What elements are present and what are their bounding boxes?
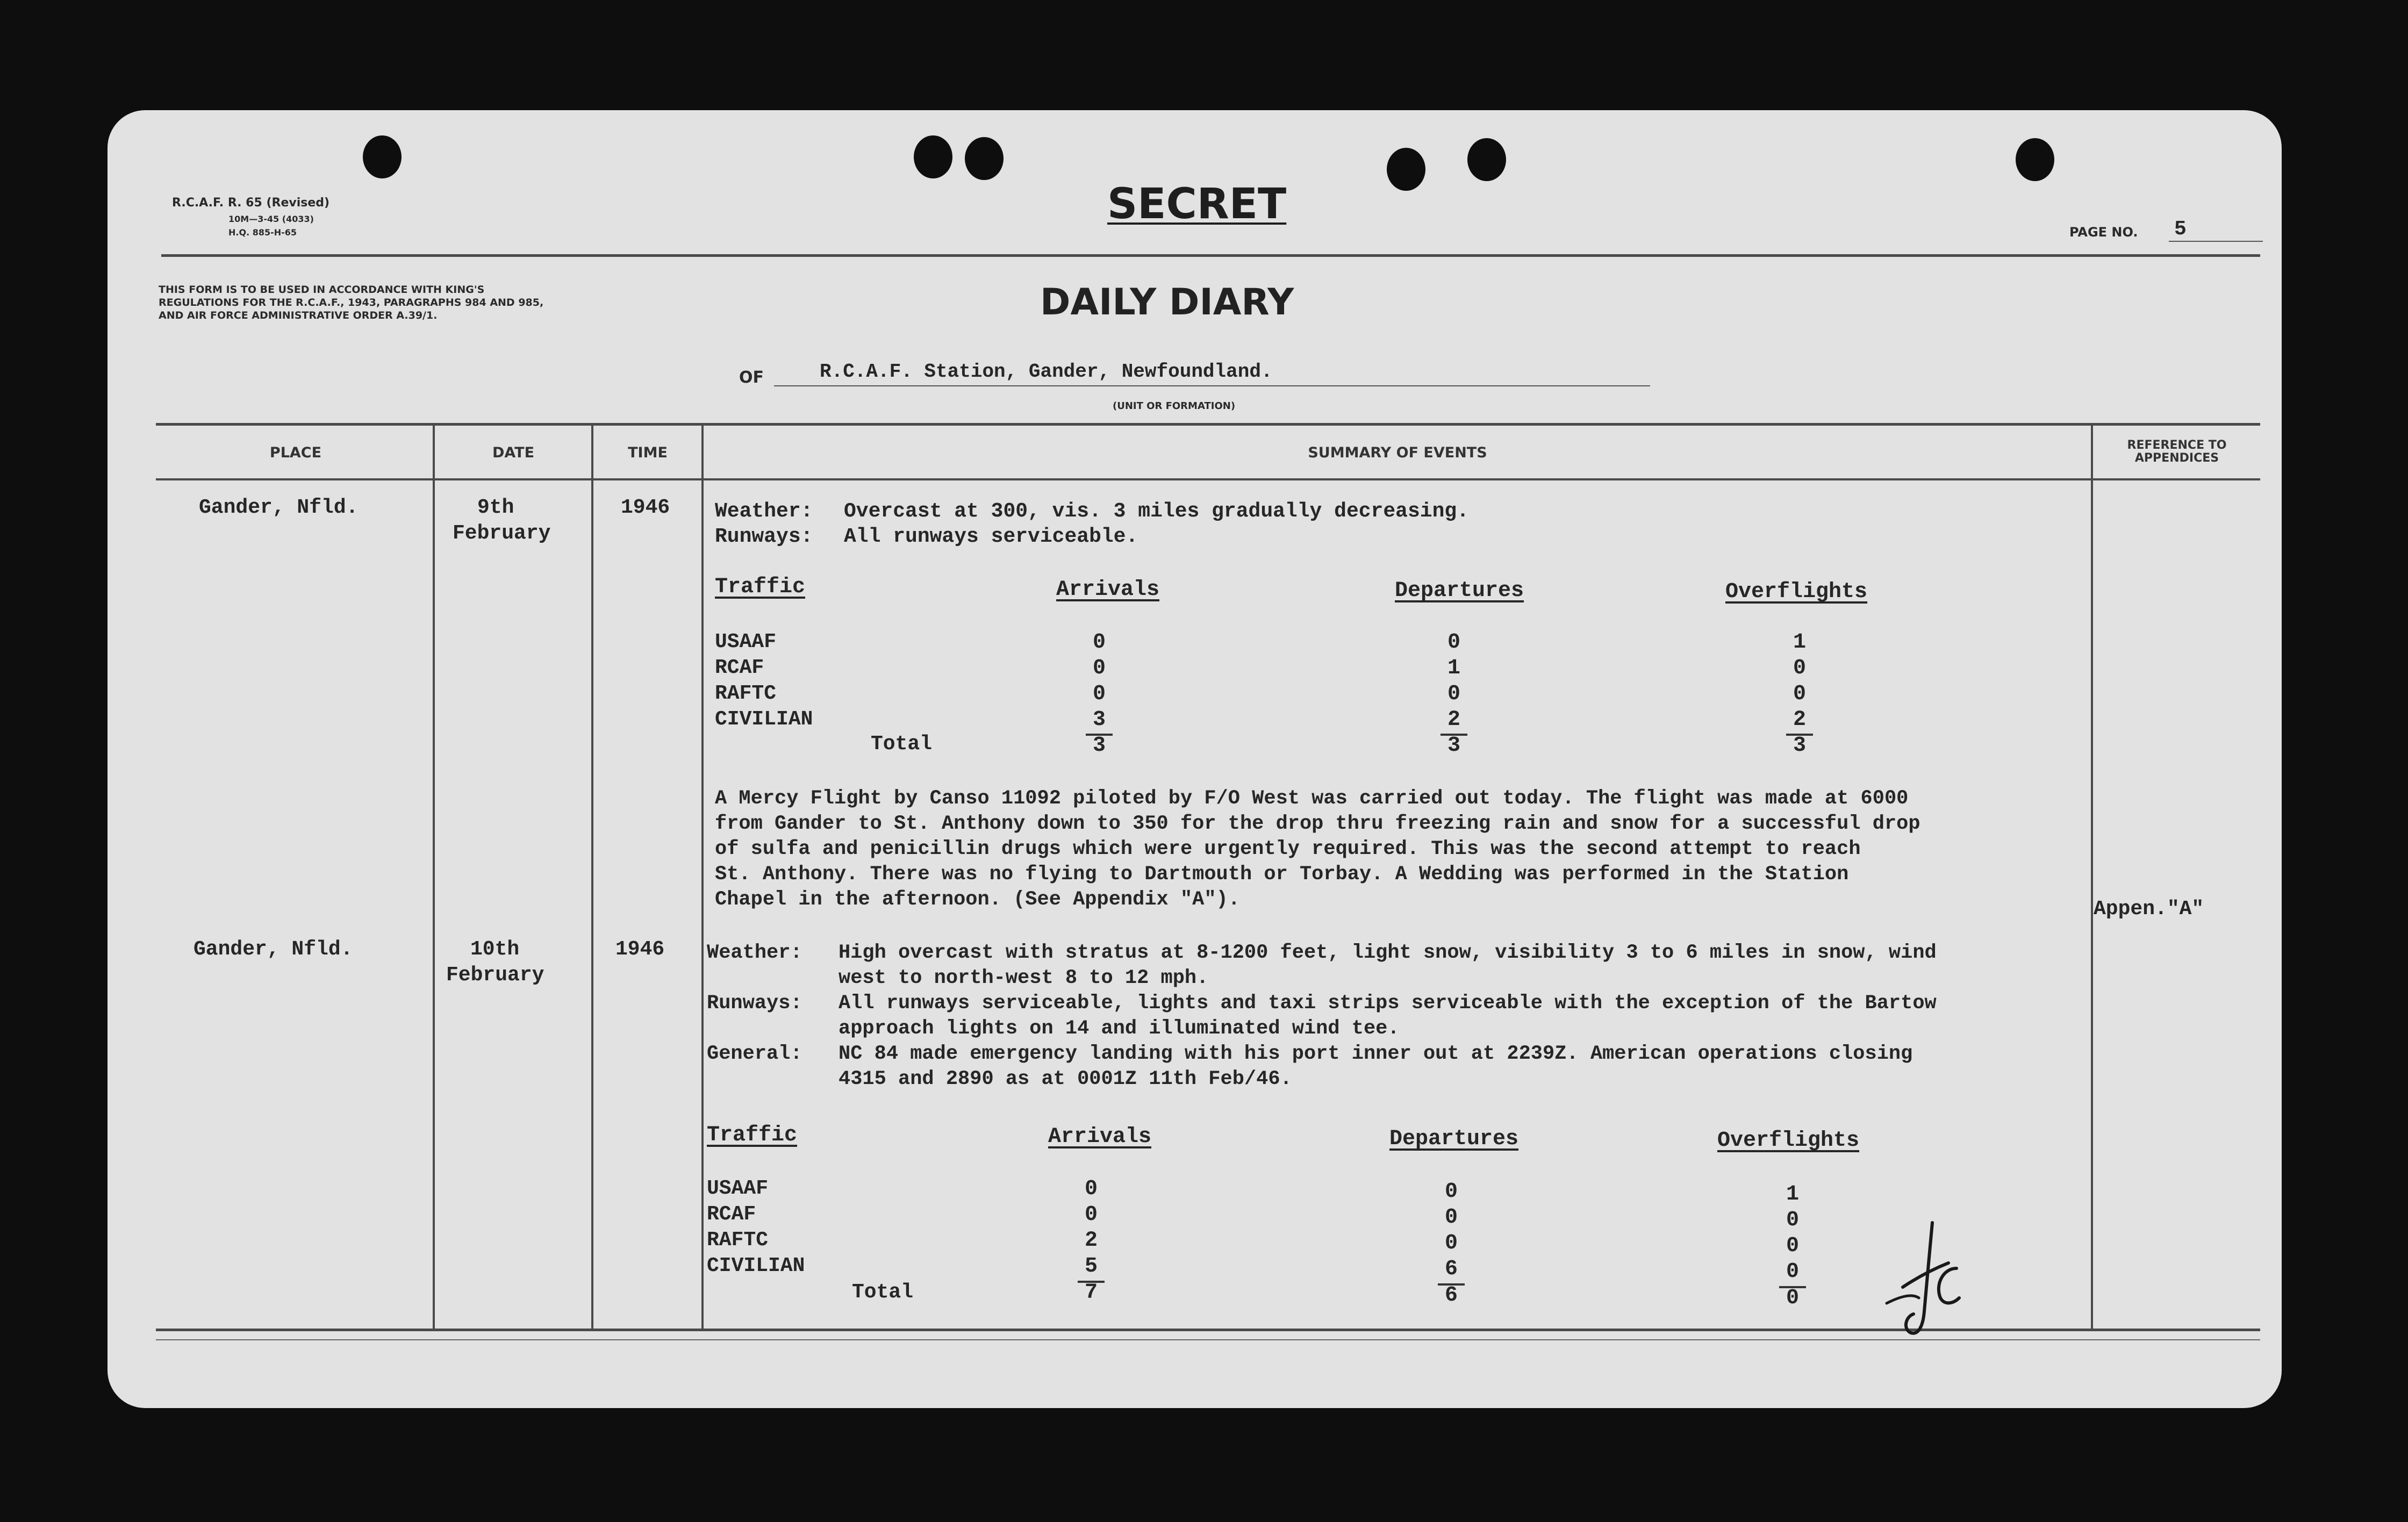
header-rule	[161, 254, 2260, 257]
departures-value: 0	[1444, 1180, 1458, 1204]
weather-label: Weather:	[707, 942, 802, 964]
overflights-value: 1	[1786, 1182, 1799, 1207]
narrative-line: from Gander to St. Anthony down to 350 for the drop thru freezing rain and snow for a successful drop	[715, 813, 1920, 835]
arrivals-value: 3	[1092, 708, 1106, 732]
overflights-total: 3	[1793, 734, 1806, 758]
overflights-value: 0	[1786, 1208, 1799, 1232]
departures-value: 2	[1447, 708, 1460, 732]
handwritten-initials	[1881, 1217, 1967, 1346]
overflights-header: Overflights	[1725, 580, 1868, 604]
runways-text: All runways serviceable.	[844, 525, 1138, 548]
of-label: OF	[739, 368, 764, 387]
arrivals-value: 0	[1092, 656, 1106, 680]
entry-date-day: 10th	[470, 938, 520, 961]
runways-label: Runways:	[715, 525, 813, 548]
arrivals-header: Arrivals	[1056, 578, 1160, 602]
general-label: General:	[707, 1043, 802, 1065]
traffic-row-name: CIVILIAN	[707, 1254, 805, 1277]
departures-value: 0	[1444, 1205, 1458, 1230]
arrivals-header: Arrivals	[1048, 1125, 1152, 1149]
punch-hole	[1467, 138, 1506, 181]
page-number-underline	[2169, 241, 2263, 242]
column-header-time: TIME	[628, 444, 668, 461]
departures-value: 1	[1447, 656, 1460, 680]
traffic-row-name: USAAF	[715, 630, 777, 654]
total-label: Total	[852, 1281, 914, 1304]
arrivals-value: 2	[1084, 1229, 1098, 1253]
weather-text: High overcast with stratus at 8-1200 feet, light snow, visibility 3 to 6 miles in snow, wind	[838, 942, 1937, 964]
runways-text: All runways serviceable, lights and taxi strips serviceable with the exception of the Bartow	[838, 992, 1937, 1015]
print-code: 10M—3-45 (4033)	[228, 214, 314, 224]
arrivals-value: 0	[1084, 1177, 1098, 1201]
overflights-value: 0	[1793, 656, 1806, 680]
departures-value: 6	[1444, 1257, 1458, 1281]
departures-header: Departures	[1395, 579, 1524, 603]
column-divider	[591, 423, 593, 1331]
page-number: 5	[2174, 218, 2187, 241]
overflights-value: 0	[1793, 682, 1806, 706]
overflights-value: 0	[1786, 1234, 1799, 1258]
entry-place: Gander, Nfld.	[199, 496, 359, 519]
runways-label: Runways:	[707, 992, 802, 1015]
departures-total: 6	[1444, 1283, 1458, 1308]
narrative-line: A Mercy Flight by Canso 11092 piloted by F/O West was carried out today. The flight was made at 6000	[715, 787, 1909, 810]
departures-total: 3	[1447, 734, 1460, 758]
entry-date-month: February	[453, 522, 551, 545]
weather-text: west to north-west 8 to 12 mph.	[838, 967, 1209, 989]
entry-date-month: February	[446, 964, 544, 987]
total-label: Total	[871, 733, 933, 756]
arrivals-total: 3	[1092, 734, 1106, 758]
traffic-header: Traffic	[707, 1123, 798, 1147]
punch-hole	[1387, 148, 1425, 191]
column-header-summary: SUMMARY OF EVENTS	[1308, 444, 1487, 461]
traffic-row-name: RCAF	[707, 1203, 756, 1226]
appendix-reference: Appen."A"	[2094, 898, 2204, 921]
form-instructions: THIS FORM IS TO BE USED IN ACCORDANCE WITH KING'S REGULATIONS FOR THE R.C.A.F., 1943, PARAGRAPHS 984 AND 985, AND AIR FORCE ADMINISTRATIVE ORDER A.39/1.	[159, 284, 544, 321]
runways-text: approach lights on 14 and illuminated wind tee.	[838, 1017, 1400, 1040]
column-header-place: PLACE	[269, 444, 322, 461]
weather-text: Overcast at 300, vis. 3 miles gradually decreasing.	[844, 500, 1469, 523]
hq-reference: H.Q. 885-H-65	[228, 227, 297, 238]
narrative-line: of sulfa and penicillin drugs which were urgently required. This was the second attempt to reach	[715, 838, 1861, 860]
classification-stamp: SECRET	[1107, 180, 1287, 228]
entry-date-day: 9th	[477, 496, 514, 519]
column-header-date: DATE	[492, 444, 535, 461]
column-divider	[2091, 423, 2093, 1331]
traffic-header: Traffic	[715, 575, 806, 599]
arrivals-value: 0	[1092, 682, 1106, 706]
page-label: PAGE NO.	[2069, 225, 2138, 240]
overflights-value: 1	[1793, 630, 1806, 655]
unit-name: R.C.A.F. Station, Gander, Newfoundland.	[820, 361, 1273, 383]
entry-time: 1946	[621, 496, 670, 519]
departures-header: Departures	[1389, 1127, 1519, 1151]
arrivals-total: 7	[1084, 1281, 1098, 1305]
arrivals-value: 0	[1092, 630, 1106, 655]
narrative-line: St. Anthony. There was no flying to Dartmouth or Torbay. A Wedding was performed in the Station	[715, 863, 1849, 886]
general-text: NC 84 made emergency landing with his port inner out at 2239Z. American operations closing	[838, 1043, 1913, 1065]
punch-hole	[914, 135, 952, 178]
traffic-row-name: USAAF	[707, 1177, 769, 1200]
departures-value: 0	[1447, 630, 1460, 655]
narrative-line: Chapel in the afternoon. (See Appendix "A").	[715, 888, 1240, 911]
overflights-header: Overflights	[1717, 1129, 1860, 1153]
header-bottom-rule	[156, 478, 2260, 480]
general-text: 4315 and 2890 as at 0001Z 11th Feb/46.	[838, 1068, 1292, 1090]
punch-hole	[965, 137, 1004, 180]
traffic-row-name: RAFTC	[715, 682, 777, 705]
overflights-value: 2	[1793, 708, 1806, 732]
traffic-row-name: RAFTC	[707, 1229, 769, 1252]
arrivals-value: 0	[1084, 1203, 1098, 1227]
column-divider	[433, 423, 435, 1331]
form-number: R.C.A.F. R. 65 (Revised)	[172, 196, 330, 210]
diary-form	[108, 110, 2282, 1408]
form-title: DAILY DIARY	[1040, 281, 1294, 324]
overflights-total: 0	[1786, 1286, 1799, 1310]
weather-label: Weather:	[715, 500, 813, 523]
entry-time: 1946	[615, 938, 665, 961]
table-top-rule	[156, 423, 2260, 426]
departures-value: 0	[1447, 682, 1460, 706]
column-header-reference: REFERENCE TO APPENDICES	[2127, 439, 2227, 465]
unit-underline	[774, 385, 1650, 386]
unit-caption: (UNIT OR FORMATION)	[1113, 400, 1236, 412]
departures-value: 0	[1444, 1231, 1458, 1255]
traffic-row-name: RCAF	[715, 656, 764, 679]
overflights-value: 0	[1786, 1260, 1799, 1284]
column-divider	[701, 423, 704, 1331]
punch-hole	[2016, 138, 2054, 181]
punch-hole	[363, 135, 402, 178]
entry-place: Gander, Nfld.	[194, 938, 353, 961]
arrivals-value: 5	[1084, 1254, 1098, 1279]
traffic-row-name: CIVILIAN	[715, 708, 813, 731]
